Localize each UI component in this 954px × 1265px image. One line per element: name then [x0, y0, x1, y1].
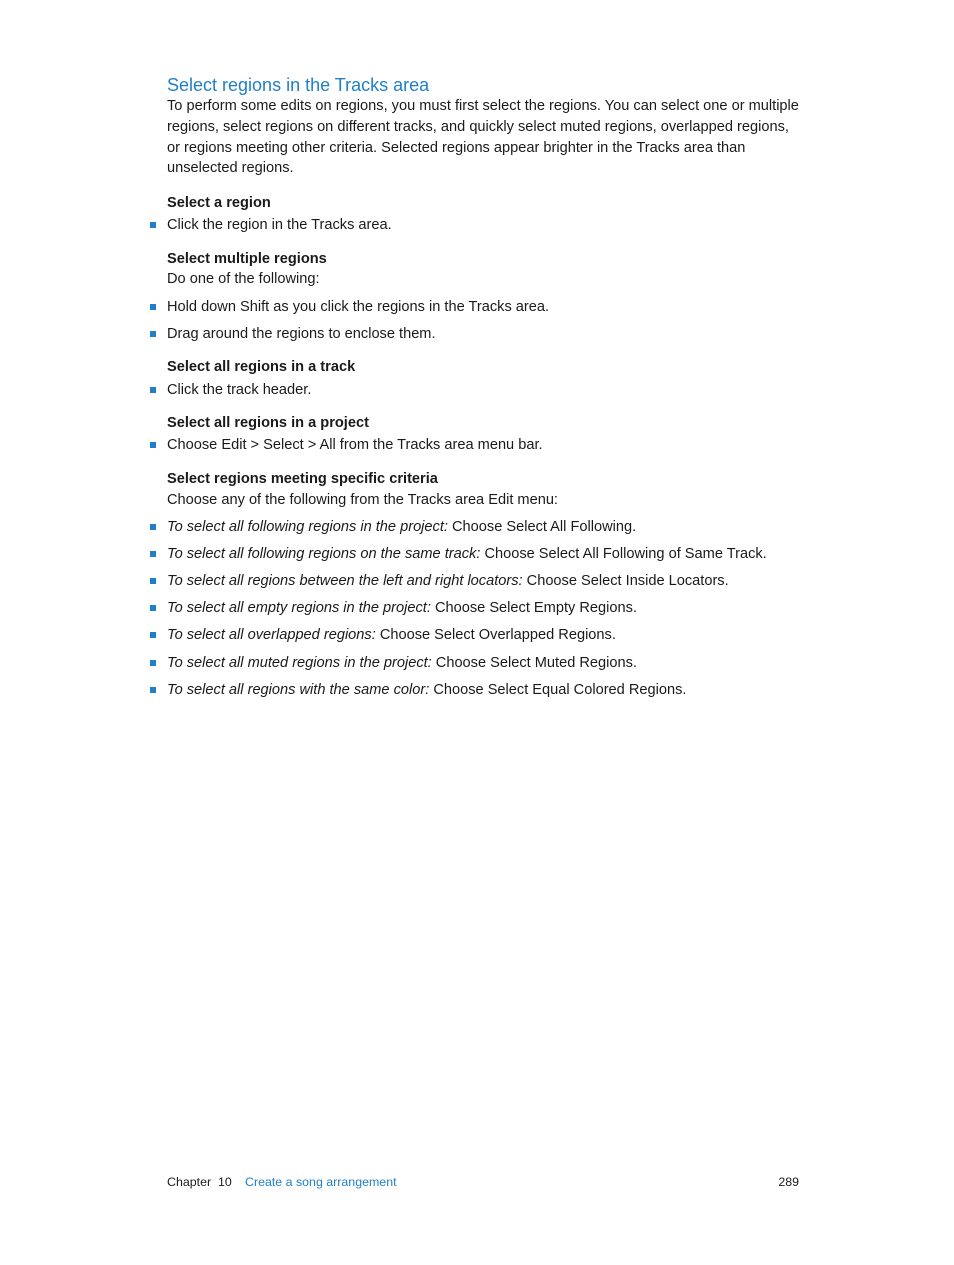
section-title: Select regions in the Tracks area [167, 75, 430, 95]
bullet-square-icon [150, 524, 156, 530]
subheading-select-multiple: Select multiple regions [167, 251, 327, 267]
lead-text: Do one of the following: [167, 271, 320, 287]
bullet-square-icon [150, 331, 156, 337]
bullet-square-icon [150, 387, 156, 393]
bullet-square-icon [150, 660, 156, 666]
subheading-select-all-track: Select all regions in a track [167, 359, 356, 375]
bullet-square-icon [150, 442, 156, 448]
intro-paragraph: To perform some edits on regions, you must first select the regions. You can select one or multiple regions, select regions on different tracks, and quickly select muted regions, overlapped regions, or regions meeting other criteria. Selected regions appear brighter in the Tracks area than unselected regions. [167, 98, 799, 177]
bullet-square-icon [150, 687, 156, 693]
footer-chapter-link[interactable]: Create a song arrangement [245, 1175, 397, 1189]
document-page: Select regions in the Tracks area To perform some edits on regions, you must first select the regions. You can select one or multiple regions, select regions on different tracks, and quickly select muted regions, overlapped regions, or regions meeting other criteria. Selected regions appear brighter in the Tracks area than unselected regions. Select a region Click the region in the Tracks area. Select multiple regions Do one of the following: Hold down Shift as you click the regions in the Tracks area. Drag around the regions to enclose them. Select all regions in a track Click the track header. Select all regions in a project Choose Edit > Select > All from the Tracks area menu bar. Select regions meeting specific criteria Choose any of the following from the Tracks area Edit menu: To select all following regions in the project: Choose Select All Following. To select all following regions on the same track: Choose Select All Following of Same Track. To select all regions between the left and right locators: Choose Select Inside Locators. To select all empty regions in the project: Choose Select Empty Regions. To select all overlapped regions: Choose Select Overlapped Regions. To select all muted regions in the project: Choose Select Muted Regions. To select all regions with the same color: Choose Select Equal Colored Regions. Chapter 10 Create a song arrangement 289 [0, 0, 954, 1265]
bullet-square-icon [150, 605, 156, 611]
bullet-square-icon [150, 222, 156, 228]
page-footer [167, 1173, 799, 1191]
bullet-square-icon [150, 578, 156, 584]
page-number: 289 [778, 1175, 799, 1189]
bullet-square-icon [150, 304, 156, 310]
subheading-select-region: Select a region [167, 195, 271, 211]
bullet-square-icon [150, 632, 156, 638]
footer-chapter: Chapter 10 [167, 1175, 232, 1189]
subheading-select-all-project: Select all regions in a project [167, 415, 369, 431]
bullet-square-icon [150, 551, 156, 557]
lead-text: Choose any of the following from the Tracks area Edit menu: [167, 492, 558, 508]
subheading-select-criteria: Select regions meeting specific criteria [167, 471, 438, 487]
